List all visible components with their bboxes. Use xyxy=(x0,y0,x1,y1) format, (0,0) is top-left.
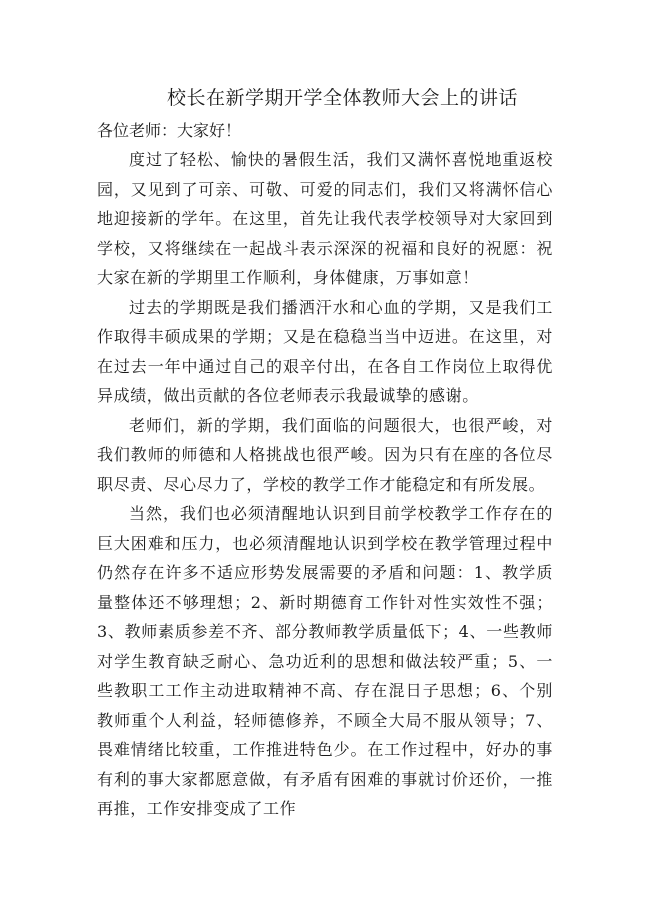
paragraph-1: 度过了轻松、愉快的暑假生活，我们又满怀喜悦地重返校园，又见到了可亲、可敬、可爱的同志们，我们又将满怀信心地迎接新的学年。在这里，首先让我代表学校领导对大家回到学校，又将继续在一起战斗表示深深的祝福和良好的祝愿：祝大家在新的学期里工作顺利，身体健康，万事如意！ xyxy=(97,150,553,287)
paragraph-3: 老师们，新的学期，我们面临的问题很大，也很严峻，对我们教师的师德和人格挑战也很严峻。因为只有在座的各位尽职尽责、尽心尽力了，学校的教学工作才能稳定和有所发展。 xyxy=(97,415,553,494)
greeting: 各位老师：大家好！ xyxy=(97,121,242,140)
paragraph-4: 当然，我们也必须清醒地认识到目前学校教学工作存在的巨大困难和压力，也必须清醒地认识到学校在教学管理过程中仍然存在许多不适应形势发展需要的矛盾和问题：1、教学质量整体还不够理想；2、新时期德育工作针对性实效性不强；3、教师素质参差不齐、部分教师教学质量低下；4、一些教师对学生教育缺乏耐心、急功近利的思想和做法较严重；5、一些教职工工作主动进取精神不高、存在混日子思想；6、个别教师重个人利益，轻师德修养，不顾全大局不服从领导；7、畏难情绪比较重，工作推进特色少。在工作过程中，好办的事有利的事大家都愿意做，有矛盾有困难的事就讨价还价，一推再推，工作安排变成了工作 xyxy=(97,504,553,818)
paragraph-2: 过去的学期既是我们播洒汗水和心血的学期，又是我们工作取得丰硕成果的学期；又是在稳稳当当中迈进。在这里，对在过去一年中通过自己的艰辛付出，在各自工作岗位上取得优异成绩，做出贡献的各位老师表示我最诚挚的感谢。 xyxy=(97,297,553,405)
document-page xyxy=(97,80,553,824)
document-title: 校长在新学期开学全体教师大会上的讲话 xyxy=(167,87,519,109)
